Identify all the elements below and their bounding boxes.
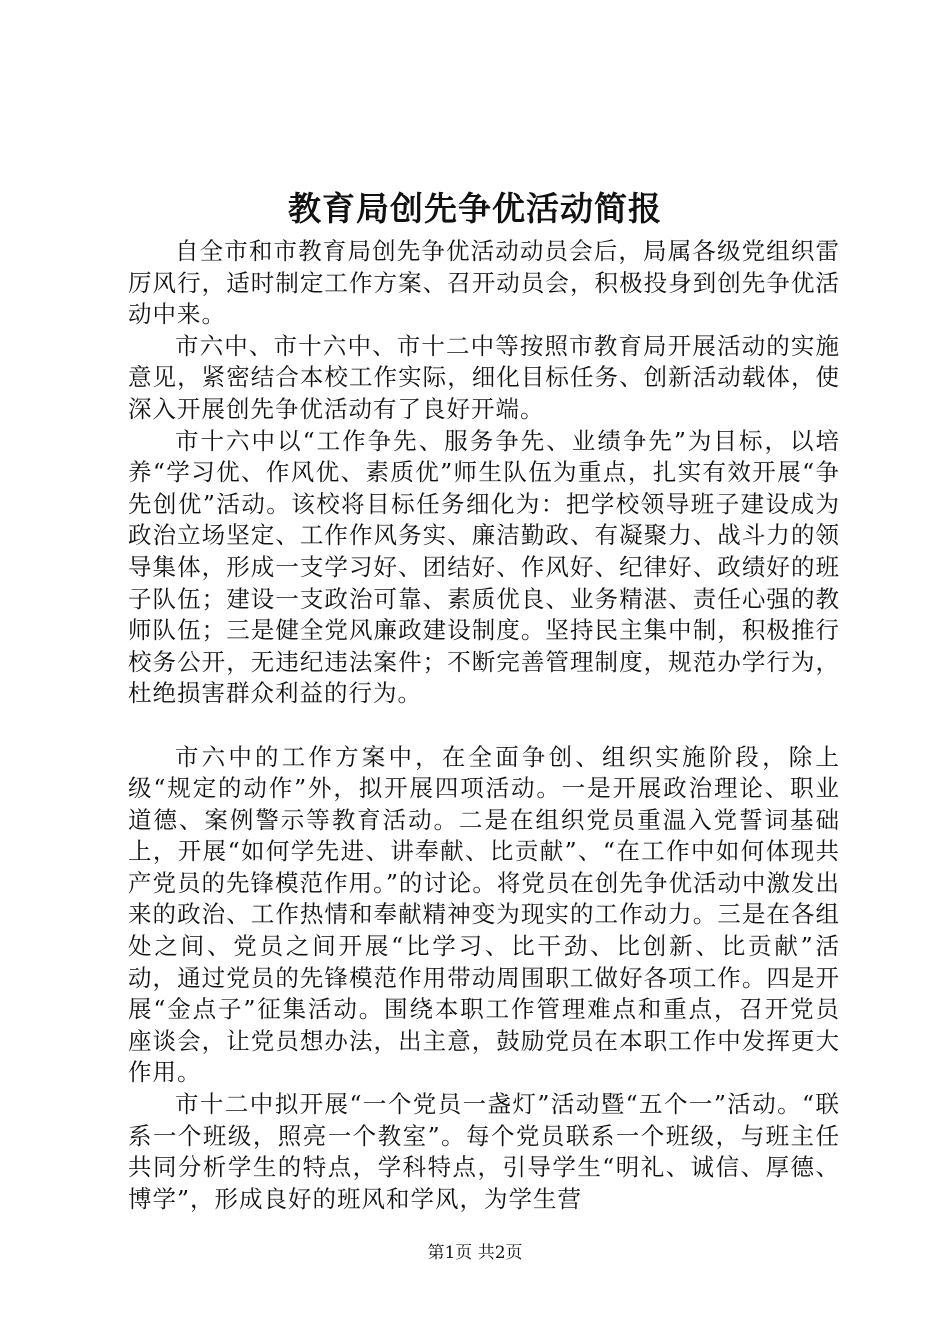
paragraph-intro: 自全市和市教育局创先争优活动动员会后，局属各级党组织雷厉风行，适时制定工作方案、召开动员会，积极投身到创先争优活动中来。 (128, 237, 840, 329)
paragraph-school-12: 市十二中拟开展“一个党员一盏灯”活动暨“五个一”活动。“联系一个班级，照亮一个教室”。每个党员联系一个班级，与班主任共同分析学生的特点，学科特点，引导学生“明礼、诚信、厚德、博学”，形成良好的班风和学风，为学生营 (128, 1090, 840, 1213)
paragraph-schools-overview: 市六中、市十六中、市十二中等按照市教育局开展活动的实施意见，紧密结合本校工作实际，细化目标任务、创新活动载体，使深入开展创先争优活动有了良好开端。 (128, 331, 840, 423)
paragraph-school-16: 市十六中以“工作争先、服务争先、业绩争先”为目标，以培养“学习优、作风优、素质优”师生队伍为重点，扎实有效开展“争先创优”活动。该校将目标任务细化为：把学校领导班子建设成为政治立场坚定、工作作风务实、廉洁勤政、有凝聚力、战斗力的领导集体，形成一支学习好、团结好、作风好、纪律好、政绩好的班子队伍；建设一支政治可靠、素质优良、业务精湛、责任心强的教师队伍；三是健全党风廉政建设制度。坚持民主集中制，积极推行校务公开，无违纪违法案件；不断完善管理制度，规范办学行为，杜绝损害群众利益的行为。 (128, 426, 840, 708)
document-body (128, 236, 840, 1215)
paragraph-school-6: 市六中的工作方案中，在全面争创、组织实施阶段，除上级“规定的动作”外，拟开展四项活动。一是开展政治理论、职业道德、案例警示等教育活动。二是在组织党员重温入党誓词基础上，开展“如何学先进、讲奉献、比贡献”、“在工作中如何体现共产党员的先锋模范作用。”的讨论。将党员在创先争优活动中激发出来的政治、工作热情和奉献精神变为现实的工作动力。三是在各组处之间、党员之间开展“比学习、比干劲、比创新、比贡献”活动，通过党员的先锋模范作用带动周围职工做好各项工作。四是开展“金点子”征集活动。围绕本职工作管理难点和重点，召开党员座谈会，让党员想办法，出主意，鼓励党员在本职工作中发挥更大作用。 (128, 742, 840, 1087)
document-title: 教育局创先争优活动简报 (288, 189, 662, 228)
page-footer: 第1页 共2页 (427, 1243, 523, 1263)
